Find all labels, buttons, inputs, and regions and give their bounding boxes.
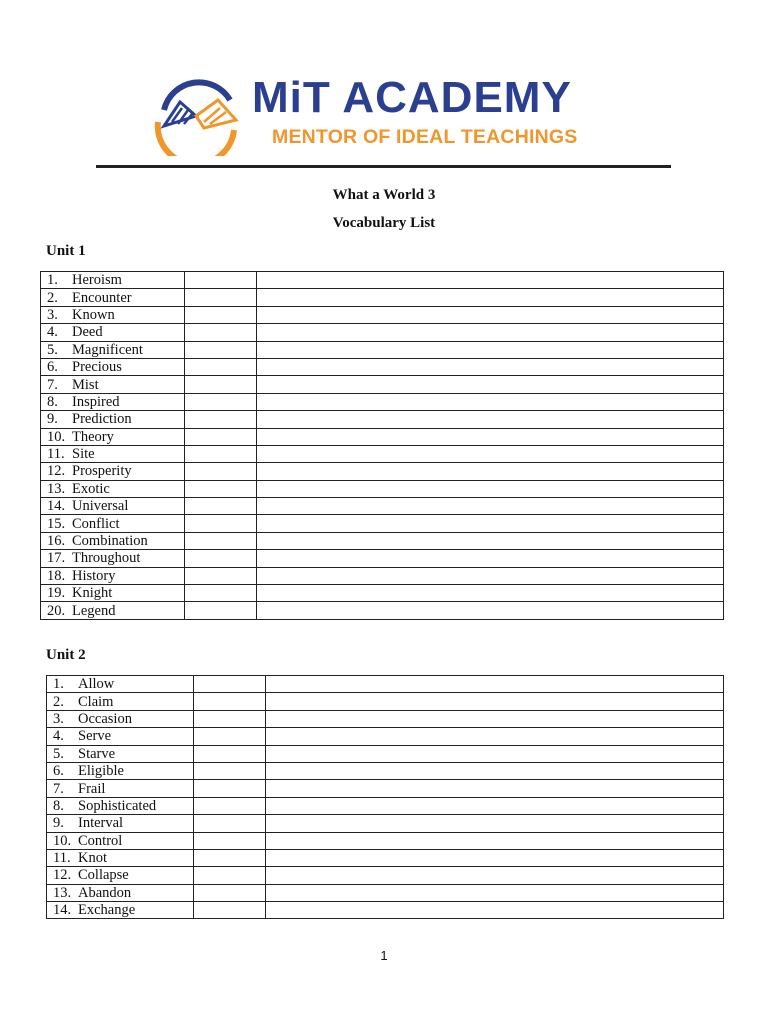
blank-short-cell	[194, 780, 266, 797]
blank-definition-cell	[266, 728, 724, 745]
blank-short-cell	[194, 849, 266, 866]
blank-definition-cell	[257, 585, 724, 602]
vocab-word: Combination	[72, 533, 148, 550]
blank-definition-cell	[266, 815, 724, 832]
table-row	[41, 498, 724, 515]
word-number: 13.	[47, 480, 66, 497]
vocab-word-cell	[41, 515, 185, 532]
blank-definition-cell	[257, 567, 724, 584]
vocab-word-cell	[41, 411, 185, 428]
vocab-word: Interval	[78, 815, 124, 832]
vocab-word-cell	[41, 445, 185, 462]
blank-definition-cell	[266, 797, 724, 814]
blank-definition-cell	[257, 376, 724, 393]
vocab-word: Precious	[72, 359, 122, 376]
brand-tagline: MENTOR OF IDEAL TEACHINGS	[272, 126, 578, 148]
blank-short-cell	[194, 832, 266, 849]
table-row	[41, 376, 724, 393]
blank-definition-cell	[257, 428, 724, 445]
blank-short-cell	[185, 428, 257, 445]
blank-short-cell	[185, 445, 257, 462]
table-row	[41, 550, 724, 567]
word-number: 8.	[47, 393, 58, 410]
vocab-word-cell	[41, 428, 185, 445]
vocab-word-cell	[41, 498, 185, 515]
table-row	[41, 306, 724, 323]
table-row	[47, 884, 724, 901]
blank-short-cell	[185, 567, 257, 584]
table-row	[41, 411, 724, 428]
table-row	[41, 532, 724, 549]
vocab-word-cell	[41, 358, 185, 375]
blank-short-cell	[194, 902, 266, 919]
blank-short-cell	[185, 376, 257, 393]
word-number: 3.	[53, 710, 64, 727]
vocab-word: Starve	[78, 745, 116, 762]
blank-short-cell	[185, 393, 257, 410]
word-number: 3.	[47, 306, 58, 323]
vocab-word-cell	[41, 602, 185, 619]
table-row	[41, 567, 724, 584]
blank-definition-cell	[257, 358, 724, 375]
table-row	[47, 728, 724, 745]
vocab-word: Magnificent	[72, 341, 143, 358]
vocab-word-cell	[41, 463, 185, 480]
word-number: 14.	[53, 902, 72, 919]
word-number: 16.	[47, 533, 66, 550]
blank-short-cell	[194, 815, 266, 832]
table-row	[41, 289, 724, 306]
vocab-word: Knight	[72, 585, 113, 602]
vocab-word-cell	[47, 762, 194, 779]
table-row	[41, 445, 724, 462]
blank-definition-cell	[257, 498, 724, 515]
word-number: 8.	[53, 797, 64, 814]
blank-short-cell	[185, 272, 257, 289]
page-number: 1	[380, 948, 388, 963]
blank-definition-cell	[257, 306, 724, 323]
word-number: 13.	[53, 884, 72, 901]
vocab-word-cell	[41, 272, 185, 289]
unit-1-heading: Unit 1	[46, 243, 86, 259]
table-row	[47, 780, 724, 797]
vocab-word: Sophisticated	[78, 797, 157, 814]
word-number: 12.	[47, 463, 66, 480]
blank-definition-cell	[257, 445, 724, 462]
vocab-word: Claim	[78, 693, 114, 710]
blank-short-cell	[194, 797, 266, 814]
blank-short-cell	[185, 411, 257, 428]
blank-definition-cell	[257, 515, 724, 532]
blank-short-cell	[185, 550, 257, 567]
vocab-word: History	[72, 567, 116, 584]
table-row	[47, 676, 724, 693]
table-row	[41, 428, 724, 445]
blank-short-cell	[185, 289, 257, 306]
document-title: What a World 3	[332, 187, 436, 203]
vocab-word-cell	[47, 797, 194, 814]
vocab-word: Allow	[78, 676, 115, 693]
blank-definition-cell	[257, 480, 724, 497]
word-number: 7.	[47, 376, 58, 393]
vocab-word-cell	[41, 289, 185, 306]
word-number: 6.	[53, 763, 64, 780]
vocab-word: Known	[72, 306, 115, 323]
word-number: 4.	[47, 324, 58, 341]
vocab-word: Universal	[72, 498, 129, 515]
vocab-word-cell	[47, 780, 194, 797]
blank-short-cell	[194, 693, 266, 710]
vocab-word-cell	[47, 676, 194, 693]
word-number: 6.	[47, 359, 58, 376]
vocab-word: Heroism	[72, 272, 122, 289]
blank-definition-cell	[266, 780, 724, 797]
vocab-word: Serve	[78, 728, 112, 745]
blank-short-cell	[194, 762, 266, 779]
table-row	[41, 358, 724, 375]
vocab-word-cell	[41, 532, 185, 549]
vocab-word: Mist	[72, 376, 99, 393]
blank-definition-cell	[266, 710, 724, 727]
table-row	[47, 867, 724, 884]
table-row	[41, 272, 724, 289]
vocab-word-cell	[47, 849, 194, 866]
word-number: 2.	[47, 289, 58, 306]
blank-short-cell	[194, 745, 266, 762]
vocab-word: Theory	[72, 428, 114, 445]
word-number: 11.	[47, 446, 65, 463]
word-number: 15.	[47, 515, 66, 532]
blank-definition-cell	[266, 832, 724, 849]
document-subtitle: Vocabulary List	[332, 215, 436, 231]
table-row	[47, 693, 724, 710]
blank-definition-cell	[266, 762, 724, 779]
vocab-word: Prediction	[72, 411, 132, 428]
blank-definition-cell	[257, 341, 724, 358]
blank-definition-cell	[257, 411, 724, 428]
table-row	[47, 745, 724, 762]
vocab-word-cell	[41, 585, 185, 602]
blank-definition-cell	[257, 289, 724, 306]
vocab-word-cell	[47, 832, 194, 849]
vocab-word-cell	[47, 902, 194, 919]
blank-short-cell	[185, 324, 257, 341]
vocab-word: Exotic	[72, 480, 110, 497]
header-rule	[96, 165, 671, 168]
word-number: 1.	[47, 272, 58, 289]
blank-short-cell	[185, 358, 257, 375]
blank-definition-cell	[266, 849, 724, 866]
vocab-word: Prosperity	[72, 463, 132, 480]
word-number: 7.	[53, 780, 64, 797]
table-row	[47, 849, 724, 866]
vocab-word: Throughout	[72, 550, 141, 567]
word-number: 5.	[53, 745, 64, 762]
table-row	[47, 710, 724, 727]
blank-short-cell	[185, 532, 257, 549]
vocab-word: Knot	[78, 850, 107, 867]
vocab-word-cell	[41, 480, 185, 497]
vocab-word: Legend	[72, 602, 116, 619]
vocab-word-cell	[47, 728, 194, 745]
vocab-word-cell	[41, 393, 185, 410]
table-row	[47, 832, 724, 849]
table-row	[41, 602, 724, 619]
table-row	[47, 815, 724, 832]
word-number: 12.	[53, 867, 72, 884]
blank-definition-cell	[257, 393, 724, 410]
table-row	[41, 324, 724, 341]
blank-short-cell	[185, 498, 257, 515]
blank-definition-cell	[266, 676, 724, 693]
unit-2-vocab-table	[46, 675, 724, 919]
word-number: 5.	[47, 341, 58, 358]
table-row	[41, 480, 724, 497]
vocab-word: Abandon	[78, 884, 132, 901]
vocab-word: Site	[72, 446, 95, 463]
word-number: 4.	[53, 728, 64, 745]
blank-short-cell	[185, 515, 257, 532]
open-book-emblem-icon	[150, 76, 246, 156]
vocab-word-cell	[47, 815, 194, 832]
vocab-word-cell	[41, 324, 185, 341]
vocab-word-cell	[47, 867, 194, 884]
blank-short-cell	[185, 341, 257, 358]
word-number: 1.	[53, 676, 64, 693]
table-row	[47, 797, 724, 814]
academy-logo	[150, 68, 630, 158]
blank-definition-cell	[257, 272, 724, 289]
table-row	[41, 515, 724, 532]
blank-definition-cell	[257, 532, 724, 549]
word-number: 11.	[53, 850, 71, 867]
vocab-word: Exchange	[78, 902, 136, 919]
vocab-word-cell	[41, 341, 185, 358]
blank-short-cell	[185, 463, 257, 480]
blank-definition-cell	[266, 693, 724, 710]
blank-short-cell	[194, 884, 266, 901]
blank-definition-cell	[266, 884, 724, 901]
blank-definition-cell	[257, 602, 724, 619]
blank-definition-cell	[266, 745, 724, 762]
word-number: 9.	[47, 411, 58, 428]
vocab-word: Control	[78, 832, 123, 849]
word-number: 10.	[53, 832, 72, 849]
blank-short-cell	[185, 306, 257, 323]
blank-short-cell	[194, 710, 266, 727]
blank-short-cell	[185, 585, 257, 602]
word-number: 19.	[47, 585, 66, 602]
vocab-word: Encounter	[72, 289, 132, 306]
vocab-word: Eligible	[78, 763, 124, 780]
word-number: 20.	[47, 602, 66, 619]
vocab-word: Frail	[78, 780, 106, 797]
vocab-word-cell	[47, 693, 194, 710]
vocab-word-cell	[41, 376, 185, 393]
word-number: 18.	[47, 567, 66, 584]
vocab-word-cell	[41, 550, 185, 567]
vocab-word-cell	[41, 306, 185, 323]
blank-definition-cell	[257, 463, 724, 480]
blank-short-cell	[185, 602, 257, 619]
word-number: 10.	[47, 428, 66, 445]
vocab-word: Inspired	[72, 393, 120, 410]
unit-2-heading: Unit 2	[46, 647, 86, 663]
vocab-word-cell	[47, 884, 194, 901]
vocab-word: Deed	[72, 324, 103, 341]
table-row	[41, 463, 724, 480]
blank-definition-cell	[266, 867, 724, 884]
table-row	[41, 341, 724, 358]
word-number: 2.	[53, 693, 64, 710]
vocab-word: Collapse	[78, 867, 129, 884]
table-row	[41, 393, 724, 410]
brand-name: MiT ACADEMY	[252, 73, 572, 122]
word-number: 14.	[47, 498, 66, 515]
unit-1-vocab-table	[40, 271, 724, 620]
vocab-word-cell	[47, 745, 194, 762]
blank-short-cell	[194, 867, 266, 884]
blank-definition-cell	[257, 324, 724, 341]
vocab-word: Conflict	[72, 515, 120, 532]
vocab-word-cell	[41, 567, 185, 584]
vocab-word-cell	[47, 710, 194, 727]
blank-short-cell	[194, 676, 266, 693]
table-row	[41, 585, 724, 602]
blank-definition-cell	[266, 902, 724, 919]
word-number: 17.	[47, 550, 66, 567]
word-number: 9.	[53, 815, 64, 832]
blank-short-cell	[185, 480, 257, 497]
table-row	[47, 762, 724, 779]
table-row	[47, 902, 724, 919]
blank-definition-cell	[257, 550, 724, 567]
vocab-word: Occasion	[78, 710, 132, 727]
blank-short-cell	[194, 728, 266, 745]
